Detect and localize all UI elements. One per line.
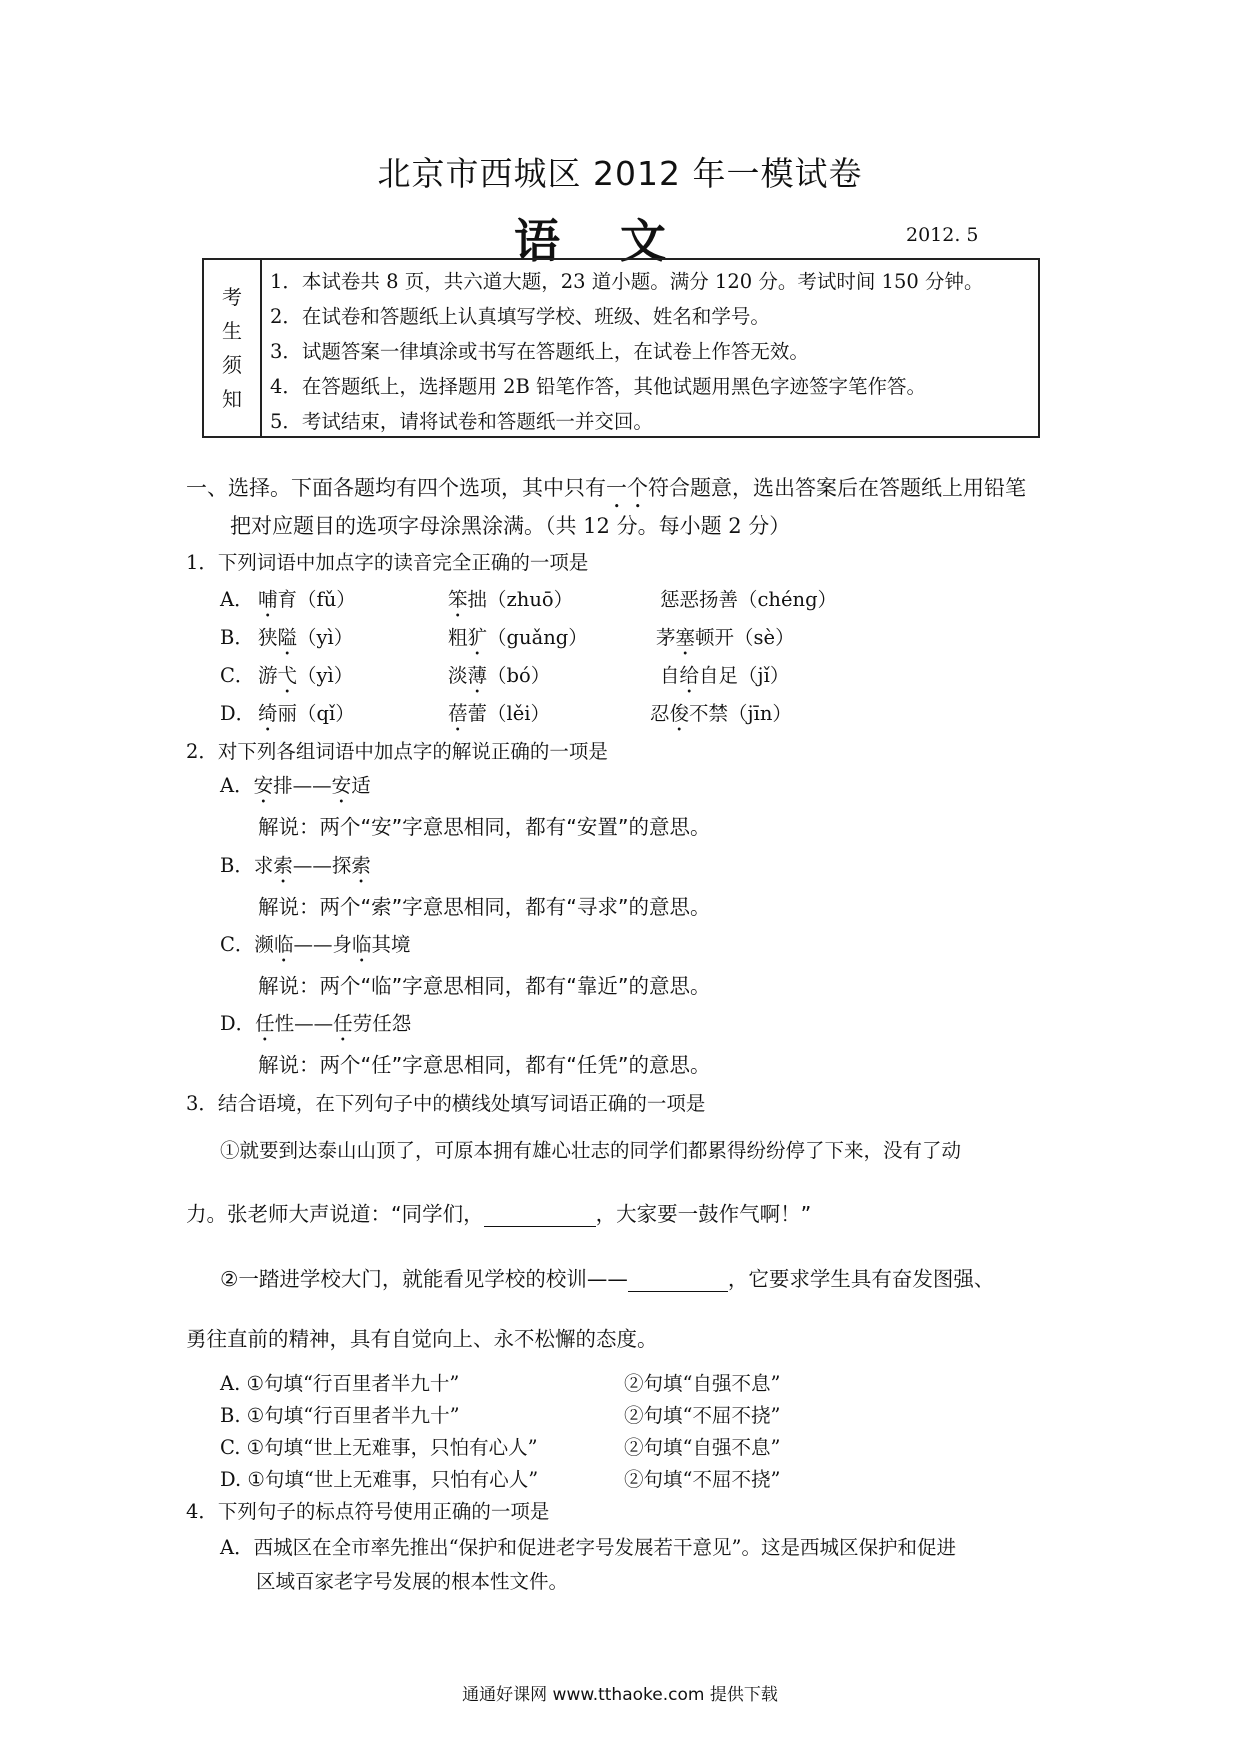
q1-option-label: D． <box>220 702 256 725</box>
notice-item: 1．本试卷共 8 页，共六道大题，23 道小题。满分 120 分。考试时间 150 分钟。 <box>270 270 984 293</box>
fill-blank[interactable] <box>628 1271 728 1292</box>
q3-sentence2-line2: 勇往直前的精神，具有自觉向上、永不松懈的态度。 <box>186 1327 658 1351</box>
dotted-char: 安 <box>331 774 352 797</box>
q2-explanation: 解说：两个“任”字意思相同，都有“任凭”的意思。 <box>258 1053 711 1077</box>
word-part: 拙（zhuō） <box>467 588 574 611</box>
word-part: 自足（jǐ） <box>699 664 790 687</box>
dotted-char: 哺 <box>258 588 278 611</box>
word-part: 探 <box>331 854 352 877</box>
q3-option-right: ②句填“不屈不挠” <box>624 1404 781 1427</box>
q1-word <box>258 622 353 660</box>
dotted-char: 索 <box>351 854 371 877</box>
notice-item: 4．在答题纸上，选择题用 2B 铅笔作答，其他试题用黑色字迹签字笔作答。 <box>270 375 927 398</box>
word-part: —— <box>293 933 333 956</box>
q1-option-label: B． <box>220 626 254 649</box>
q1-word <box>448 698 550 736</box>
dotted-char: 塞 <box>675 626 696 649</box>
q3-option-right: ②句填“不屈不挠” <box>624 1468 781 1491</box>
q3-option-left: B. ①句填“行百里者半九十” <box>220 1404 460 1427</box>
word-part: 求 <box>253 854 274 877</box>
dotted-char: 安 <box>253 774 274 797</box>
dotted-char: 索 <box>273 854 293 877</box>
word-part: 茅 <box>656 626 676 649</box>
sentence-text: ，大家要一鼓作气啊！” <box>595 1202 812 1226</box>
q3-option-left: A. ①句填“行百里者半九十” <box>220 1372 460 1395</box>
q1-word <box>660 660 789 698</box>
fill-blank[interactable] <box>484 1206 596 1227</box>
question-1-stem: 1．下列词语中加点字的读音完全正确的一项是 <box>186 551 589 574</box>
q2-option <box>220 929 411 967</box>
q4-option-a-line1: A．西城区在全市率先推出“保护和促进老字号发展若干意见”。这是西城区保护和促进 <box>220 1536 957 1559</box>
word-part: 顿开（sè） <box>695 626 795 649</box>
q3-sentence1-line1: ①就要到达泰山山顶了，可原本拥有雄心壮志的同学们都累得纷纷停了下来，没有了动 <box>220 1139 962 1162</box>
q1-option-label: C． <box>220 664 255 687</box>
word-part: 蕾（lěi） <box>467 702 551 725</box>
word-part: 自 <box>660 664 680 687</box>
q3-option-left: C. ①句填“世上无难事，只怕有心人” <box>220 1436 538 1459</box>
word-part: 不禁（jīn） <box>689 702 792 725</box>
question-3-stem: 3．结合语境，在下列句子中的横线处填写词语正确的一项是 <box>186 1092 706 1115</box>
word-part: （yì） <box>297 664 354 687</box>
q2-explanation: 解说：两个“临”字意思相同，都有“靠近”的意思。 <box>258 974 711 998</box>
word-part: （yì） <box>297 626 354 649</box>
word-part: 劳任怨 <box>352 1012 412 1035</box>
notice-label-char: 须 <box>222 353 242 377</box>
q1-word <box>258 584 356 622</box>
dotted-char: 俊 <box>669 702 690 725</box>
q3-option-right: ②句填“自强不息” <box>624 1436 781 1459</box>
word-part: 淡 <box>448 664 468 687</box>
dotted-char: 任 <box>333 1012 353 1035</box>
q1-word <box>448 660 550 698</box>
notice-label-char: 生 <box>222 319 242 343</box>
exam-title: 北京市西城区 2012 年一模试卷 <box>377 154 863 193</box>
q3-sentence1-line2 <box>186 1197 811 1227</box>
word-part: 适 <box>351 774 371 797</box>
dotted-char: 给 <box>679 664 700 687</box>
dotted-char: 弋 <box>277 664 298 687</box>
word-part: 游 <box>258 664 278 687</box>
q1-word <box>258 660 353 698</box>
q1-word <box>258 698 355 736</box>
notice-label-char: 考 <box>222 285 242 309</box>
dotted-char: 任 <box>255 1012 275 1035</box>
section-heading <box>186 472 1026 513</box>
dotted-char: 临 <box>273 933 294 956</box>
dotted-char: 蓓 <box>448 702 468 725</box>
notice-item: 2．在试卷和答题纸上认真填写学校、班级、姓名和学号。 <box>270 305 770 328</box>
notice-items <box>270 264 983 439</box>
subject-title: 语文 <box>514 214 726 268</box>
word-part: 丽（qǐ） <box>277 702 355 725</box>
q2-option <box>220 1008 411 1046</box>
q2-option <box>220 770 371 808</box>
notice-label-char: 知 <box>222 387 242 411</box>
section-heading-text: 符合题意，选出答案后在答题纸上用铅笔 <box>648 476 1026 500</box>
section-heading-line2: 把对应题目的选项字母涂黑涂满。（共 12 分。每小题 2 分） <box>230 514 791 538</box>
word-part: 其境 <box>371 933 411 956</box>
q3-option-left: D. ①句填“世上无难事，只怕有心人” <box>220 1468 539 1491</box>
question-4-stem: 4．下列句子的标点符号使用正确的一项是 <box>186 1500 550 1523</box>
exam-date: 2012. 5 <box>906 224 979 246</box>
notice-item: 3．试题答案一律填涂或书写在答题纸上，在试卷上作答无效。 <box>270 340 809 363</box>
option-label: C． <box>220 933 255 956</box>
section-heading-text: 一、选择。下面各题均有四个选项，其中只有 <box>186 476 606 500</box>
dotted-char: 临 <box>351 933 372 956</box>
word-part: 粗 <box>448 626 468 649</box>
section-heading-emphasis: 一个 <box>606 476 648 500</box>
page-footer: 通通好课网 www.tthaoke.com 提供下载 <box>462 1685 778 1705</box>
option-label: B． <box>220 854 254 877</box>
word-part: 濒 <box>254 933 274 956</box>
dotted-char: 犷 <box>467 626 488 649</box>
word-part: —— <box>292 854 332 877</box>
word-part: 狭 <box>258 626 278 649</box>
word-part: （guǎng） <box>487 626 588 649</box>
q3-sentence2-line1 <box>220 1262 994 1292</box>
dotted-char: 薄 <box>467 664 488 687</box>
question-2-stem: 2．对下列各组词语中加点字的解说正确的一项是 <box>186 740 608 763</box>
q1-word <box>448 584 573 622</box>
notice-item: 5．考试结束，请将试卷和答题纸一并交回。 <box>270 410 653 433</box>
q1-option-label: A． <box>220 588 254 611</box>
option-label: A． <box>220 774 254 797</box>
word-part: 性—— <box>274 1012 334 1035</box>
dotted-char: 绮 <box>258 702 278 725</box>
word-part: 排—— <box>273 774 332 797</box>
sentence-text: ②一踏进学校大门，就能看见学校的校训—— <box>220 1267 628 1291</box>
q3-option-right: ②句填“自强不息” <box>624 1372 781 1395</box>
q1-word <box>656 622 795 660</box>
q1-word <box>660 584 837 612</box>
q2-explanation: 解说：两个“索”字意思相同，都有“寻求”的意思。 <box>258 895 711 919</box>
sentence-text: 力。张老师大声说道：“同学们， <box>186 1202 484 1226</box>
word-part: 惩恶扬善（chéng） <box>660 588 838 611</box>
q2-option <box>220 850 371 888</box>
word-part: 身 <box>332 933 352 956</box>
word-part: （bó） <box>487 664 551 687</box>
q4-option-a-line2: 区域百家老字号发展的根本性文件。 <box>256 1570 569 1593</box>
q2-explanation: 解说：两个“安”字意思相同，都有“安置”的意思。 <box>258 815 711 839</box>
notice-label <box>204 260 262 436</box>
option-label: D． <box>220 1012 256 1035</box>
notice-box <box>202 258 1040 438</box>
q1-word <box>650 698 792 736</box>
dotted-char: 隘 <box>277 626 298 649</box>
q1-word <box>448 622 588 660</box>
word-part: 忍 <box>650 702 670 725</box>
dotted-char: 笨 <box>448 588 468 611</box>
sentence-text: ，它要求学生具有奋发图强、 <box>727 1267 995 1291</box>
word-part: 育（fǔ） <box>277 588 356 611</box>
